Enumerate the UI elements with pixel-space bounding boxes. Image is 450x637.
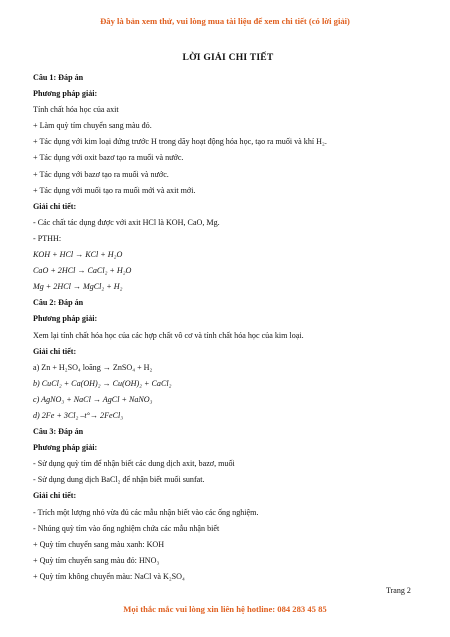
text-line: + Tác dụng với oxit bazơ tạo ra muối và nước. [33, 153, 184, 163]
section-heading: Câu 3: Đáp án [33, 427, 84, 437]
page-title: LỜI GIẢI CHI TIẾT [182, 52, 274, 63]
chemical-equation: KOH + HCl → KCl + H₂O [33, 250, 123, 260]
section-heading: Giải chi tiết: [33, 201, 77, 211]
chemical-equation: d) 2Fe + 3Cl₂ –t°→ 2FeCl₃ [33, 410, 124, 420]
section-heading: Câu 1: Đáp án [33, 73, 84, 82]
text-line: + Quỳ tím chuyển sang màu xanh: KOH [33, 539, 165, 549]
text-line: Xem lại tính chất hóa học của các hợp chất vô cơ và tính chất hóa học của kim loại. [33, 330, 304, 340]
hotline-banner: Mọi thắc mắc vui lòng xin liên hệ hotline: 084 283 45 85 [123, 604, 327, 614]
solution-lines [33, 70, 423, 585]
section-heading: Phương pháp giải: [33, 314, 98, 324]
document-body [33, 52, 423, 585]
text-line: a) Zn + H₂SO₄ loãng → ZnSO₄ + H₂ [33, 362, 153, 372]
text-line: Tính chất hóa học của axit [33, 105, 119, 115]
text-line: + Tác dụng với kim loại đứng trước H trong dãy hoạt động hóa học, tạo ra muối và khí H₂. [33, 137, 327, 147]
text-line: - Sử dụng quỳ tím để nhận biết các dung dịch axit, bazơ, muối [33, 459, 235, 469]
text-line: + Tác dụng với muối tạo ra muối mới và axit mới. [33, 185, 196, 195]
text-line: - Sử dụng dung dịch BaCl₂ để nhận biết muối sunfat. [33, 475, 205, 485]
section-heading: Giải chi tiết: [33, 491, 77, 501]
section-heading: Câu 2: Đáp án [33, 298, 84, 308]
text-line: - Nhúng quỳ tím vào ống nghiệm chứa các mẫu nhận biết [33, 523, 220, 533]
text-line: + Tác dụng với bazơ tạo ra muối và nước. [33, 169, 169, 179]
chemical-equation: c) AgNO₃ + NaCl → AgCl + NaNO₃ [33, 394, 153, 404]
text-line: + Quỳ tím chuyển sang màu đỏ: HNO₃ [33, 555, 160, 565]
text-line: - PTHH: [33, 233, 62, 243]
page-number: Trang 2 [386, 586, 411, 595]
preview-banner: Đây là bản xem thử, vui lòng mua tài liệu để xem chi tiết (có lời giải) [100, 16, 350, 26]
text-line: - Các chất tác dụng được với axit HCl là KOH, CaO, Mg. [33, 217, 220, 227]
chemical-equation: b) CuCl₂ + Ca(OH)₂ → Cu(OH)₂ + CaCl₂ [33, 378, 172, 388]
text-line: + Quỳ tím không chuyển màu: NaCl và K₂SO₄ [33, 571, 185, 581]
chemical-equation: Mg + 2HCl → MgCl₂ + H₂ [33, 282, 123, 292]
section-heading: Giải chi tiết: [33, 346, 77, 356]
section-heading: Phương pháp giải: [33, 443, 98, 453]
section-heading: Phương pháp giải: [33, 89, 98, 99]
text-line: + Làm quỳ tím chuyển sang màu đỏ. [33, 121, 152, 131]
text-line: - Trích một lượng nhỏ vừa đủ các mẫu nhận biết vào các ống nghiệm. [33, 507, 259, 517]
chemical-equation: CaO + 2HCl → CaCl₂ + H₂O [33, 266, 132, 276]
